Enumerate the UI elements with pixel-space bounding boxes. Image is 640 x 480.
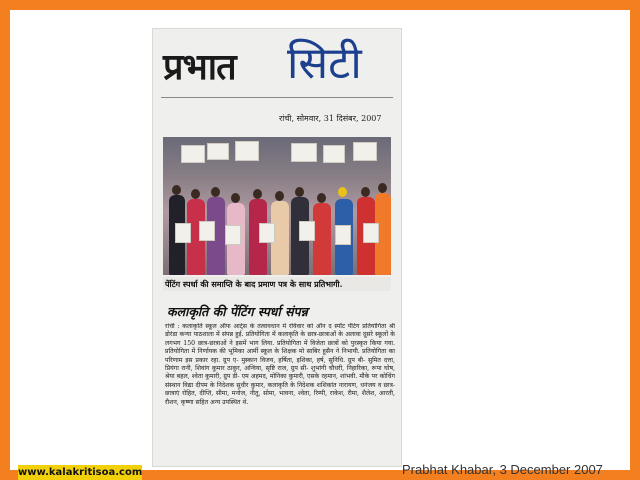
website-label: www.kalakritisoa.com [18, 467, 143, 478]
child-head [253, 189, 262, 199]
certificate [363, 223, 379, 243]
masthead-divider [161, 97, 393, 98]
child-head [172, 185, 181, 195]
masthead-part2: सिटी [287, 38, 362, 89]
drawing-sheet [323, 145, 345, 163]
child-head [295, 187, 304, 197]
child-head [317, 193, 326, 203]
child-head [211, 187, 220, 197]
drawing-sheet [207, 143, 229, 160]
certificate [199, 221, 215, 241]
certificate [259, 223, 275, 243]
child-head [191, 189, 200, 199]
certificate [335, 225, 351, 245]
masthead-part1: प्रभात [163, 47, 236, 88]
article-body: रांची : कलाकृति स्कूल ऑफ आर्ट्स के तत्वावधान में रविवार को ऑन द स्पॉट पेंटिंग प्रतियोगिता श्री डोरंडा कन्या पाठशाला में संपन्न हुई. प्रतियोगिता में कलाकृति के छात्र-छात्राओं के अलावा दूसरे स्कूलों के लगभग 150 छात्र-छात्राओं ने इसमें भाग लिया. प्रतियोगिता में विजेता छात्रों को पुरस्कृत किया गया. प्रतियोगिता में निर्णायक की भूमिका आर्मी स्कूल के शिक्षक मो साबिर हुसैन ने निभायी. प्रतियोगिता का परिणाम इस प्रकार रहा. ग्रुप ए- मुस्कान विजय, हर्षिता, इशिका, हर्ष, सुनिधि. ग्रुप बी- सुमित दत्ता, प्रियंगा रानी, शिवांग कुमार ठाकुर, अन्विया, सृष्टि राज, ग्रुप सी- शुभांगी चौधरी, निहारिका, रूपा घोष, श्रेया बहल, श्वेता कुमारी, ग्रुप डी- एम अहमद, मोनिका कुमारी, एसके रहमान, शांभवी. मौके पर कोचिंग संस्थान विद्या दीपम के निदेशक सुधीर कुमार, कलाकृति के निदेशक शशिकांत नारायण, धनंजय व छात्र-छात्राएं रोहित, दीप्ति, सीमा, मनोज, नीतू, सोमा, भावना, श्वेता, रिम्पी, राकेश, रीमा, शैलेश, आरती, रौशन, कृष्णा सहित अन्य उपस्थित थे. [165, 323, 395, 406]
article-headline: कलाकृति की पेंटिंग स्पर्धा संपन्न [167, 304, 308, 319]
child-head [361, 187, 370, 197]
source-credit: Prabhat Khabar, 3 December 2007 [402, 462, 603, 477]
drawing-sheet [353, 142, 377, 161]
child-head [231, 193, 240, 203]
child-head [275, 191, 284, 201]
drawing-sheet [291, 143, 317, 162]
certificate [225, 225, 241, 245]
news-photo [163, 137, 391, 275]
child-figure [313, 203, 331, 275]
drawing-sheet [181, 145, 205, 163]
page-frame [10, 10, 630, 478]
child-head [338, 187, 347, 197]
child-head [378, 183, 387, 193]
newspaper-clipping [153, 29, 401, 466]
photo-caption: पेंटिंग स्पर्धा की समाप्ति के बाद प्रमाण पत्र के साथ प्रतिभागी. [163, 277, 391, 291]
dateline: रांची, सोमवार, 31 दिसंबर, 2007 [279, 114, 382, 123]
newspaper-masthead [161, 31, 393, 97]
drawing-sheet [235, 141, 259, 161]
certificate [299, 221, 315, 241]
certificate [175, 223, 191, 243]
